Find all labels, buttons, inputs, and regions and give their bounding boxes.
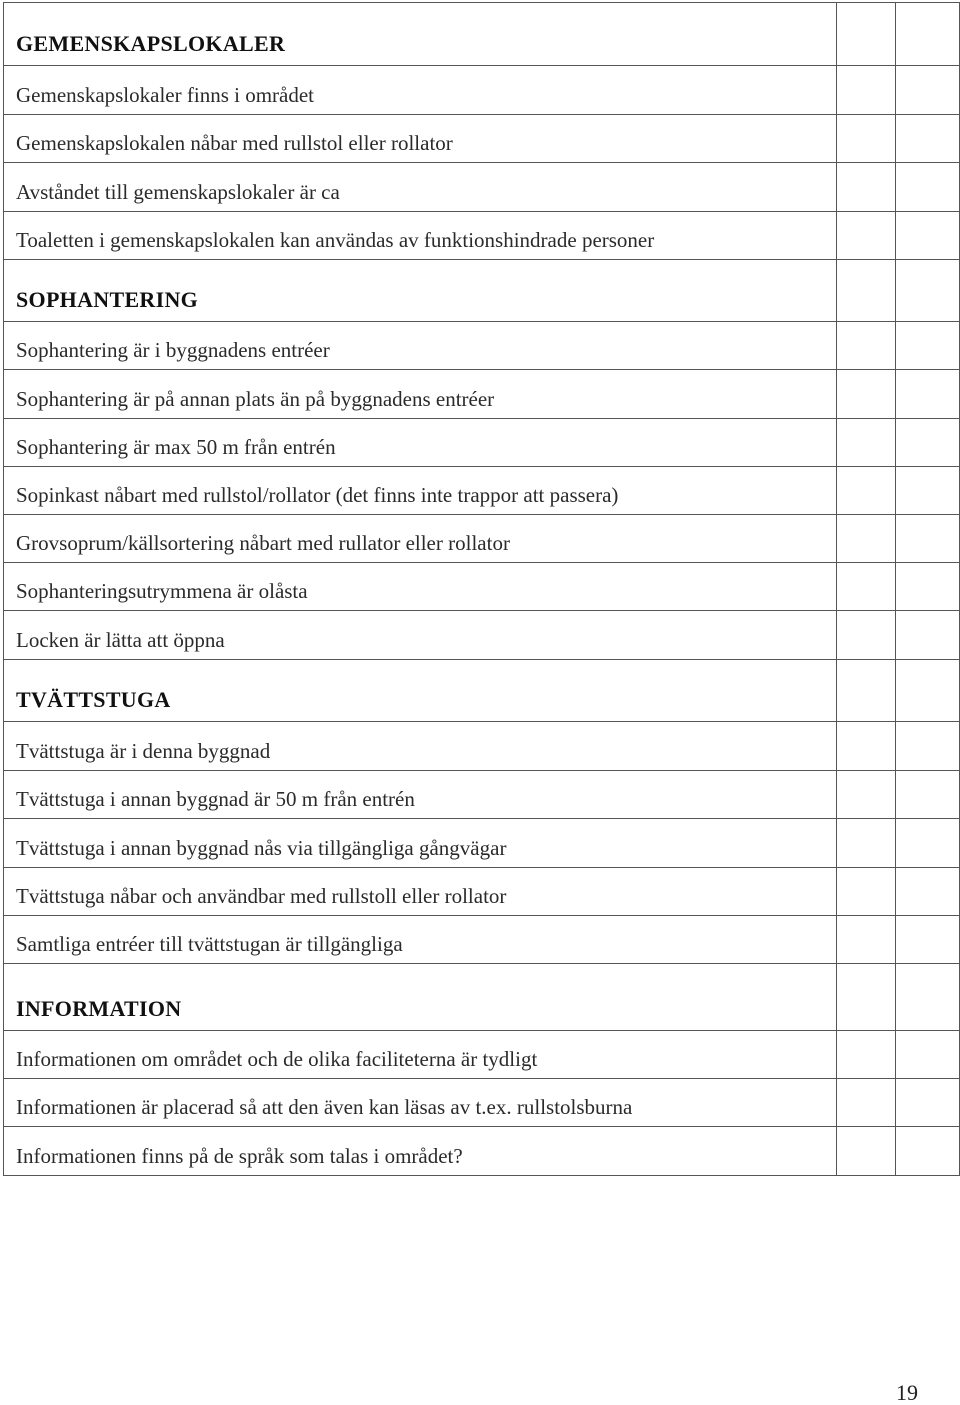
checkbox-cell[interactable] — [837, 260, 896, 322]
checkbox-cell[interactable] — [837, 467, 896, 515]
checklist-item-label: Sophantering är i byggnadens entréer — [4, 322, 837, 370]
checklist-row — [4, 212, 960, 260]
checkbox-cell[interactable] — [896, 722, 960, 771]
checklist-item-label: Sopinkast nåbart med rullstol/rollator (det finns inte trappor att passera) — [4, 467, 837, 515]
checklist-row — [4, 819, 960, 868]
section-header-row — [4, 3, 960, 66]
checklist-item-label: Tvättstuga nåbar och användbar med rullstoll eller rollator — [4, 868, 837, 916]
checkbox-cell[interactable] — [896, 515, 960, 563]
checklist-row — [4, 611, 960, 660]
checklist-row — [4, 722, 960, 771]
checklist-table — [3, 2, 960, 1176]
checklist-row — [4, 163, 960, 212]
checkbox-cell[interactable] — [837, 819, 896, 868]
checkbox-cell[interactable] — [896, 163, 960, 212]
checklist-body — [4, 3, 960, 1176]
checkbox-cell[interactable] — [837, 515, 896, 563]
checkbox-cell[interactable] — [896, 1031, 960, 1079]
checklist-item-label: Grovsoprum/källsortering nåbart med rullator eller rollator — [4, 515, 837, 563]
checklist-item-label: Samtliga entréer till tvättstugan är tillgängliga — [4, 916, 837, 964]
checkbox-cell[interactable] — [896, 260, 960, 322]
checkbox-cell[interactable] — [896, 322, 960, 370]
checkbox-cell[interactable] — [896, 419, 960, 467]
checkbox-cell[interactable] — [837, 611, 896, 660]
checklist-item-label: Informationen finns på de språk som talas i området? — [4, 1127, 837, 1176]
checkbox-cell[interactable] — [896, 1079, 960, 1127]
checkbox-cell[interactable] — [837, 1127, 896, 1176]
section-title: INFORMATION — [4, 964, 837, 1031]
checkbox-cell[interactable] — [896, 916, 960, 964]
checklist-item-label: Tvättstuga är i denna byggnad — [4, 722, 837, 771]
checkbox-cell[interactable] — [896, 611, 960, 660]
checkbox-cell[interactable] — [837, 722, 896, 771]
checkbox-cell[interactable] — [837, 115, 896, 163]
checkbox-cell[interactable] — [896, 467, 960, 515]
checkbox-cell[interactable] — [837, 370, 896, 419]
checkbox-cell[interactable] — [837, 964, 896, 1031]
checklist-row — [4, 1127, 960, 1176]
checkbox-cell[interactable] — [837, 163, 896, 212]
checklist-item-label: Avståndet till gemenskapslokaler är ca — [4, 163, 837, 212]
checklist-row — [4, 115, 960, 163]
checkbox-cell[interactable] — [896, 66, 960, 115]
checkbox-cell[interactable] — [837, 66, 896, 115]
checkbox-cell[interactable] — [896, 212, 960, 260]
checkbox-cell[interactable] — [837, 322, 896, 370]
checkbox-cell[interactable] — [837, 916, 896, 964]
section-title: GEMENSKAPSLOKALER — [4, 3, 837, 66]
checkbox-cell[interactable] — [896, 819, 960, 868]
section-title: SOPHANTERING — [4, 260, 837, 322]
checkbox-cell[interactable] — [837, 1031, 896, 1079]
checkbox-cell[interactable] — [896, 3, 960, 66]
checkbox-cell[interactable] — [896, 1127, 960, 1176]
checkbox-cell[interactable] — [896, 563, 960, 611]
checklist-item-label: Sophanteringsutrymmena är olåsta — [4, 563, 837, 611]
checklist-row — [4, 467, 960, 515]
checkbox-cell[interactable] — [837, 3, 896, 66]
checklist-row — [4, 419, 960, 467]
section-title: TVÄTTSTUGA — [4, 660, 837, 722]
checkbox-cell[interactable] — [837, 660, 896, 722]
checklist-item-label: Tvättstuga i annan byggnad nås via tillgängliga gångvägar — [4, 819, 837, 868]
checkbox-cell[interactable] — [837, 868, 896, 916]
checklist-row — [4, 322, 960, 370]
section-header-row — [4, 964, 960, 1031]
checkbox-cell[interactable] — [896, 964, 960, 1031]
checklist-row — [4, 515, 960, 563]
checklist-item-label: Tvättstuga i annan byggnad är 50 m från entrén — [4, 771, 837, 819]
checkbox-cell[interactable] — [837, 771, 896, 819]
checkbox-cell[interactable] — [837, 212, 896, 260]
checklist-item-label: Informationen är placerad så att den även kan läsas av t.ex. rullstolsburna — [4, 1079, 837, 1127]
section-header-row — [4, 260, 960, 322]
checkbox-cell[interactable] — [896, 115, 960, 163]
page-number: 19 — [896, 1380, 918, 1405]
section-header-row — [4, 660, 960, 722]
checklist-row — [4, 370, 960, 419]
checklist-item-label: Locken är lätta att öppna — [4, 611, 837, 660]
checklist-row — [4, 771, 960, 819]
checklist-row — [4, 563, 960, 611]
checkbox-cell[interactable] — [837, 563, 896, 611]
checklist-item-label: Gemenskapslokaler finns i området — [4, 66, 837, 115]
checklist-item-label: Sophantering är på annan plats än på byggnadens entréer — [4, 370, 837, 419]
checklist-item-label: Sophantering är max 50 m från entrén — [4, 419, 837, 467]
checkbox-cell[interactable] — [837, 1079, 896, 1127]
checklist-item-label: Gemenskapslokalen nåbar med rullstol eller rollator — [4, 115, 837, 163]
checkbox-cell[interactable] — [837, 419, 896, 467]
checklist-item-label: Informationen om området och de olika faciliteterna är tydligt — [4, 1031, 837, 1079]
checkbox-cell[interactable] — [896, 660, 960, 722]
checklist-item-label: Toaletten i gemenskapslokalen kan användas av funktionshindrade personer — [4, 212, 837, 260]
checklist-row — [4, 1079, 960, 1127]
checkbox-cell[interactable] — [896, 370, 960, 419]
checklist-row — [4, 1031, 960, 1079]
checklist-row — [4, 66, 960, 115]
checkbox-cell[interactable] — [896, 771, 960, 819]
checklist-row — [4, 916, 960, 964]
checklist-row — [4, 868, 960, 916]
checkbox-cell[interactable] — [896, 868, 960, 916]
